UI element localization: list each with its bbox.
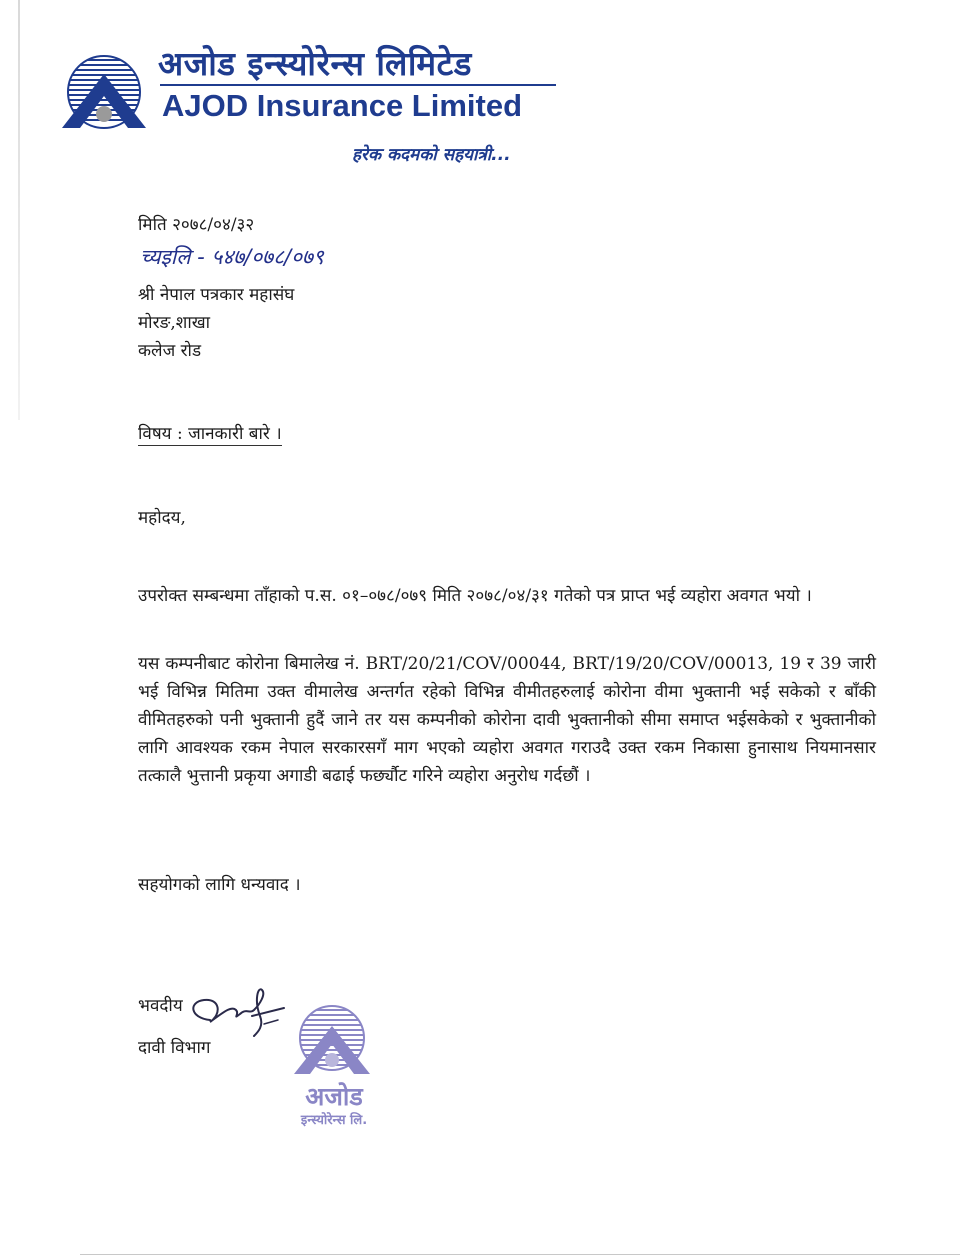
stamp-text-line-2: इन्स्योरेन्स लि.	[300, 1113, 368, 1128]
ajod-logo-icon	[58, 52, 150, 134]
scan-edge-left	[18, 0, 20, 420]
department-name: दावी विभाग	[138, 1038, 211, 1058]
company-name-english: AJOD Insurance Limited	[162, 88, 523, 123]
sign-off: भवदीय	[138, 996, 183, 1016]
closing-line: सहयोगको लागि धन्यवाद ।	[138, 875, 301, 895]
reference-number-handwritten: च्यइलि - ५४७/०७८/०७९	[140, 245, 324, 269]
company-name-nepali: अजोड इन्स्योरेन्स लिमिटेड	[158, 44, 472, 83]
letterhead-rule	[160, 84, 556, 86]
body-paragraph-1: उपरोक्त सम्बन्धमा ताँहाको प.स. ०१–०७८/०७९ मिति २०७८/०४/३१ गतेको पत्र प्राप्त भई व्यहोरा अवगत भयो ।	[138, 586, 812, 606]
company-tagline: हरेक कदमको सहयात्री...	[352, 145, 511, 165]
body-paragraph-2: यस कम्पनीबाट कोरोना बिमालेख नं. BRT/20/21/COV/00044, BRT/19/20/COV/00013, 19 र 39 जारी भई विभिन्न मितिमा उक्त वीमालेख अन्तर्गत रहेको विभिन्न वीमीतहरुलाई कोरोना वीमा भुक्तानी भई सकेको र बाँकी वीमितहरुको पनी भुक्तानी हुदैं जाने तर यस कम्पनीको कोरोना दावी भुक्तानीको सीमा समाप्त भईसकेको र भुक्तानीको लागि आवश्यक रकम नेपाल सरकारसगँ माग भएको व्यहोरा अवगत गराउदै उक्त रकम निकासा हुनासाथ नियमानसार तत्कालै भुत्तानी प्रकृया अगाडी बढाई फर्छ्यौट गरिने व्यहोरा अनुरोध गर्दछौं ।	[138, 654, 876, 786]
letter-date: मिति २०७८/०४/३२	[138, 215, 255, 235]
recipient-line-3: कलेज रोड	[138, 341, 202, 361]
scan-edge-bottom	[80, 1254, 960, 1255]
handwritten-signature	[180, 980, 290, 1054]
company-stamp-icon	[282, 1000, 382, 1084]
recipient-line-1: श्री नेपाल पत्रकार महासंघ	[138, 285, 295, 305]
salutation: महोदय,	[138, 508, 186, 528]
recipient-line-2: मोरङ,शाखा	[138, 313, 211, 333]
stamp-text-line-1: अजोड	[305, 1082, 363, 1111]
letter-subject: विषय : जानकारी बारे ।	[138, 421, 282, 446]
